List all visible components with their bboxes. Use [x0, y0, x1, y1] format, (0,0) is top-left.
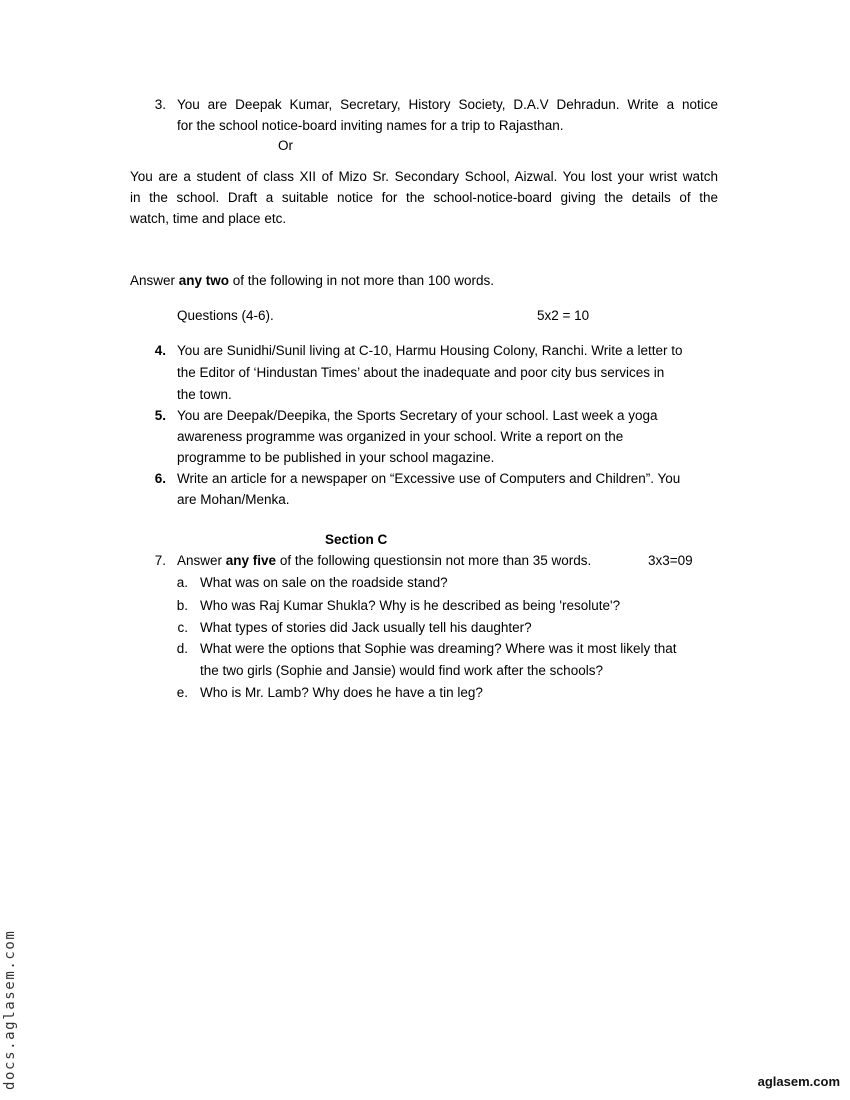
questions-range-label: Questions (4-6). — [177, 308, 274, 323]
q7-item-b: Who was Raj Kumar Shukla? Why is he described as being 'resolute'? — [200, 598, 621, 613]
q3-alt-line-3: watch, time and place etc. — [130, 211, 287, 226]
instruction-post: of the following in not more than 100 words. — [229, 273, 494, 288]
q7-pre: Answer — [177, 553, 226, 568]
q6-number: 6. — [154, 471, 166, 486]
instruction-text — [130, 272, 494, 290]
q7-item-letter: a. — [176, 575, 188, 590]
section-c-title: Section C — [325, 532, 388, 547]
q5-line-1: You are Deepak/Deepika, the Sports Secretary of your school. Last week a yoga — [177, 408, 658, 423]
questions-range-marks: 5x2 = 10 — [537, 308, 590, 323]
instruction-bold: any two — [178, 273, 230, 288]
instruction-pre: Answer — [130, 273, 179, 288]
q5-line-3: programme to be published in your school magazine. — [177, 450, 495, 465]
q7-item-c: What types of stories did Jack usually tell his daughter? — [200, 620, 532, 635]
q7-item-letter: e. — [176, 685, 188, 700]
q3-line-2: for the school notice-board inviting names for a trip to Rajasthan. — [177, 118, 564, 133]
q4-line-2: the Editor of ‘Hindustan Times’ about the inadequate and poor city bus services in — [177, 365, 665, 380]
q7-post: of the following questionsin not more than 35 words. — [276, 553, 592, 568]
q7-item-d-line-2: the two girls (Sophie and Jansie) would find work after the schools? — [200, 663, 603, 678]
q7-marks: 3x3=09 — [648, 553, 693, 568]
q3-alt-line-1: You are a student of class XII of Mizo Sr. Secondary School, Aizwal. You lost your wrist watch — [130, 169, 718, 184]
q7-item-a: What was on sale on the roadside stand? — [200, 575, 448, 590]
q4-line-3: the town. — [177, 387, 232, 402]
q7-item-letter: c. — [177, 620, 188, 635]
q7-item-e: Who is Mr. Lamb? Why does he have a tin leg? — [200, 685, 483, 700]
q7-item-d: What were the options that Sophie was dreaming? Where was it most likely that — [200, 641, 677, 656]
q4-number: 4. — [154, 343, 166, 358]
q5-line-2: awareness programme was organized in your school. Write a report on the — [177, 429, 624, 444]
q3-line-1: You are Deepak Kumar, Secretary, History Society, D.A.V Dehradun. Write a notice — [177, 97, 718, 112]
q7-instruction — [177, 552, 591, 570]
q5-number: 5. — [154, 408, 166, 423]
q7-item-letter: b. — [176, 598, 188, 613]
q7-item-letter: d. — [176, 641, 188, 656]
q3-alt-line-2: in the school. Draft a suitable notice for the school-notice-board giving the details of the — [130, 190, 718, 205]
q4-line-1: You are Sunidhi/Sunil living at C-10, Harmu Housing Colony, Ranchi. Write a letter to — [177, 343, 683, 358]
watermark-text: docs.aglasem.com — [2, 929, 18, 1090]
brand-link[interactable]: aglasem.com — [757, 1074, 840, 1089]
q7-bold: any five — [225, 553, 277, 568]
q3-number: 3. — [154, 97, 166, 112]
q7-number: 7. — [154, 553, 166, 568]
q6-line-1: Write an article for a newspaper on “Excessive use of Computers and Children”. You — [177, 471, 681, 486]
q6-line-2: are Mohan/Menka. — [177, 492, 290, 507]
q3-or: Or — [278, 138, 293, 153]
